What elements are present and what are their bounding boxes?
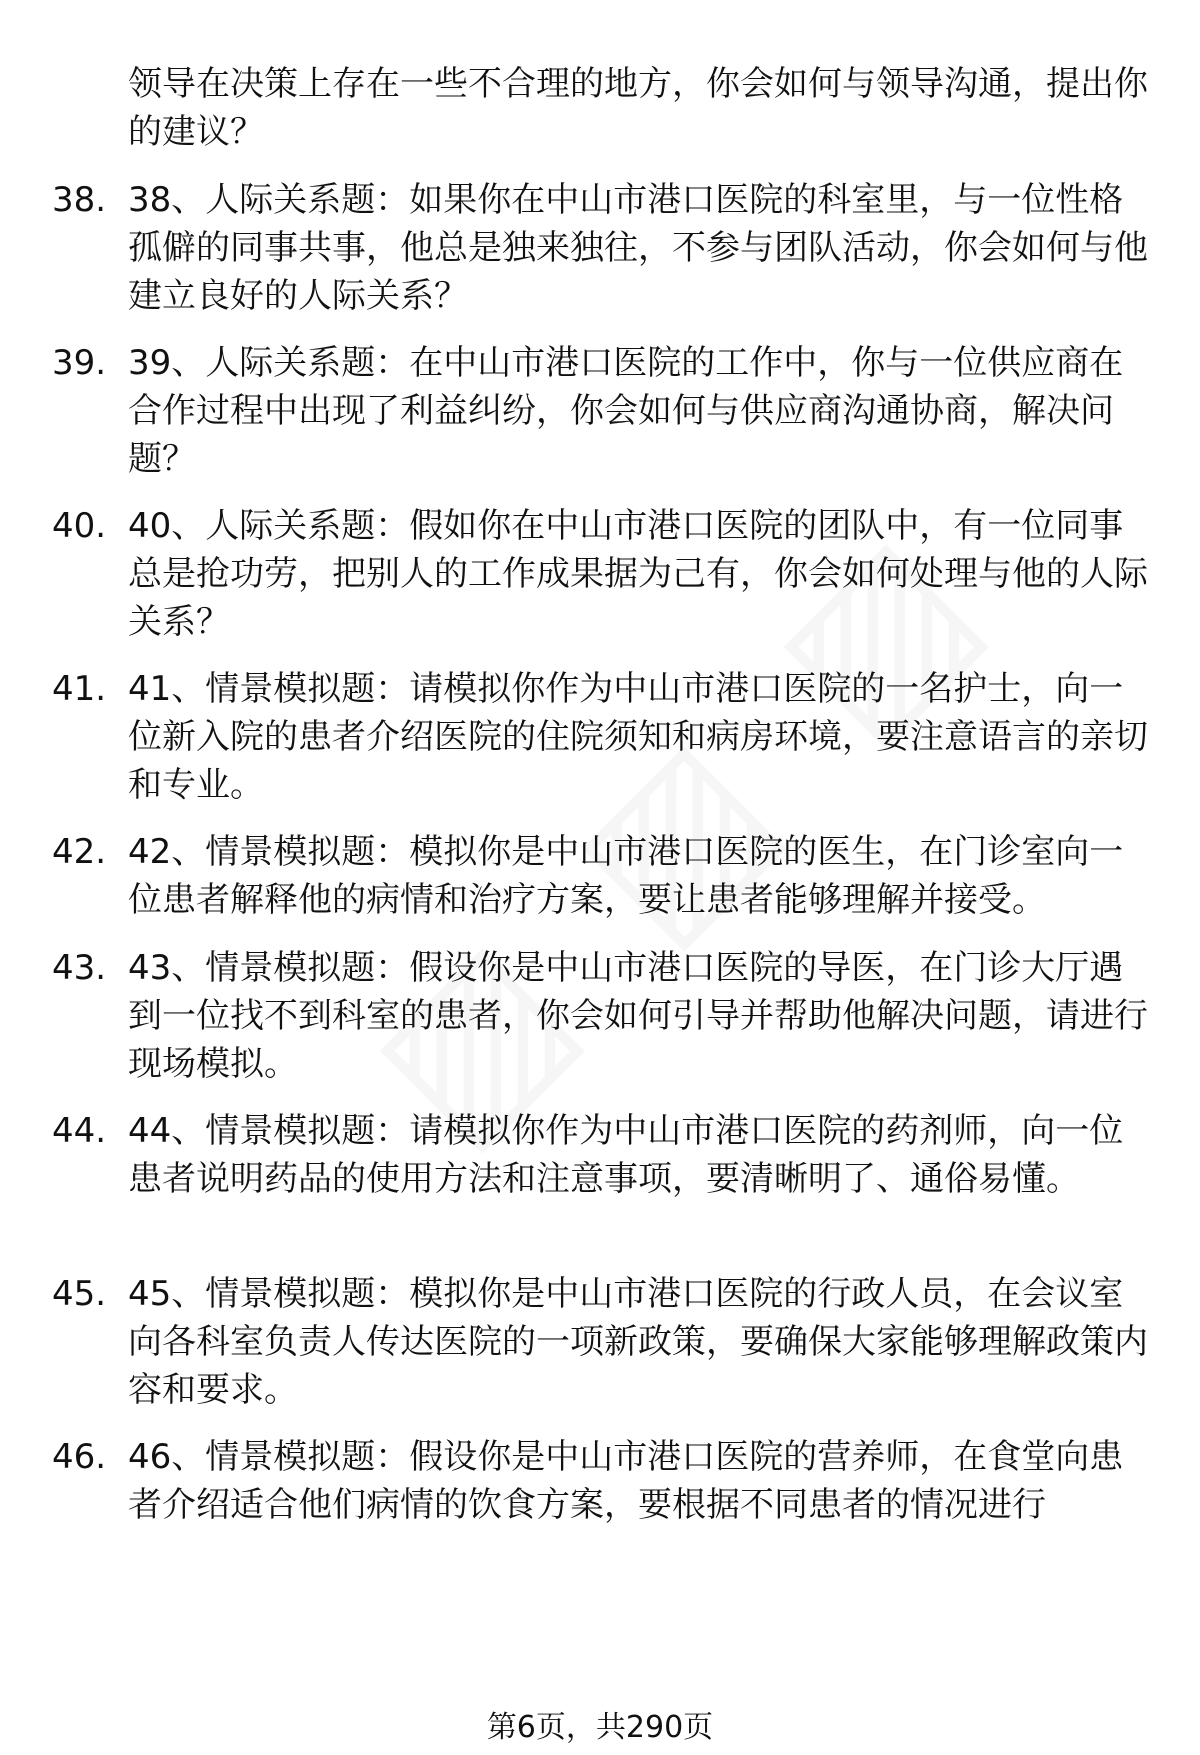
question-number: 39.	[52, 343, 107, 383]
continued-question-text: 领导在决策上存在一些不合理的地方，你会如何与领导沟通，提出你的建议？	[128, 64, 1148, 152]
question-number: 45.	[52, 1274, 107, 1314]
question-number: 42.	[52, 832, 107, 872]
question-number: 41.	[52, 669, 107, 709]
question-text: 46、情景模拟题：假设你是中山市港口医院的营养师，在食堂向患者介绍适合他们病情的饮食方案，要根据不同患者的情况进行	[128, 1437, 1124, 1525]
question-number: 43.	[52, 948, 107, 988]
question-text: 40、人际关系题：假如你在中山市港口医院的团队中，有一位同事总是抢功劳，把别人的工作成果据为己有，你会如何处理与他的人际关系？	[128, 506, 1148, 642]
question-number: 38.	[52, 180, 107, 220]
question-text: 42、情景模拟题：模拟你是中山市港口医院的医生，在门诊室向一位患者解释他的病情和治疗方案，要让患者能够理解并接受。	[128, 832, 1124, 920]
question-text: 39、人际关系题：在中山市港口医院的工作中，你与一位供应商在合作过程中出现了利益纠纷，你会如何与供应商沟通协商，解决问题？	[128, 343, 1124, 479]
page-footer: 第6页，共290页	[486, 1710, 714, 1745]
question-text: 43、情景模拟题：假设你是中山市港口医院的导医，在门诊大厅遇到一位找不到科室的患者，你会如何引导并帮助他解决问题，请进行现场模拟。	[128, 948, 1148, 1084]
question-text: 44、情景模拟题：请模拟你作为中山市港口医院的药剂师，向一位患者说明药品的使用方法和注意事项，要清晰明了、通俗易懂。	[128, 1111, 1124, 1199]
question-text: 45、情景模拟题：模拟你是中山市港口医院的行政人员，在会议室向各科室负责人传达医院的一项新政策，要确保大家能够理解政策内容和要求。	[128, 1274, 1148, 1410]
question-number: 46.	[52, 1437, 107, 1477]
question-text: 38、人际关系题：如果你在中山市港口医院的科室里，与一位性格孤僻的同事共事，他总是独来独往，不参与团队活动，你会如何与他建立良好的人际关系？	[128, 180, 1148, 316]
question-number: 44.	[52, 1111, 107, 1151]
question-number: 40.	[52, 506, 107, 546]
question-text: 41、情景模拟题：请模拟你作为中山市港口医院的一名护士，向一位新入院的患者介绍医院的住院须知和病房环境，要注意语言的亲切和专业。	[128, 669, 1148, 805]
